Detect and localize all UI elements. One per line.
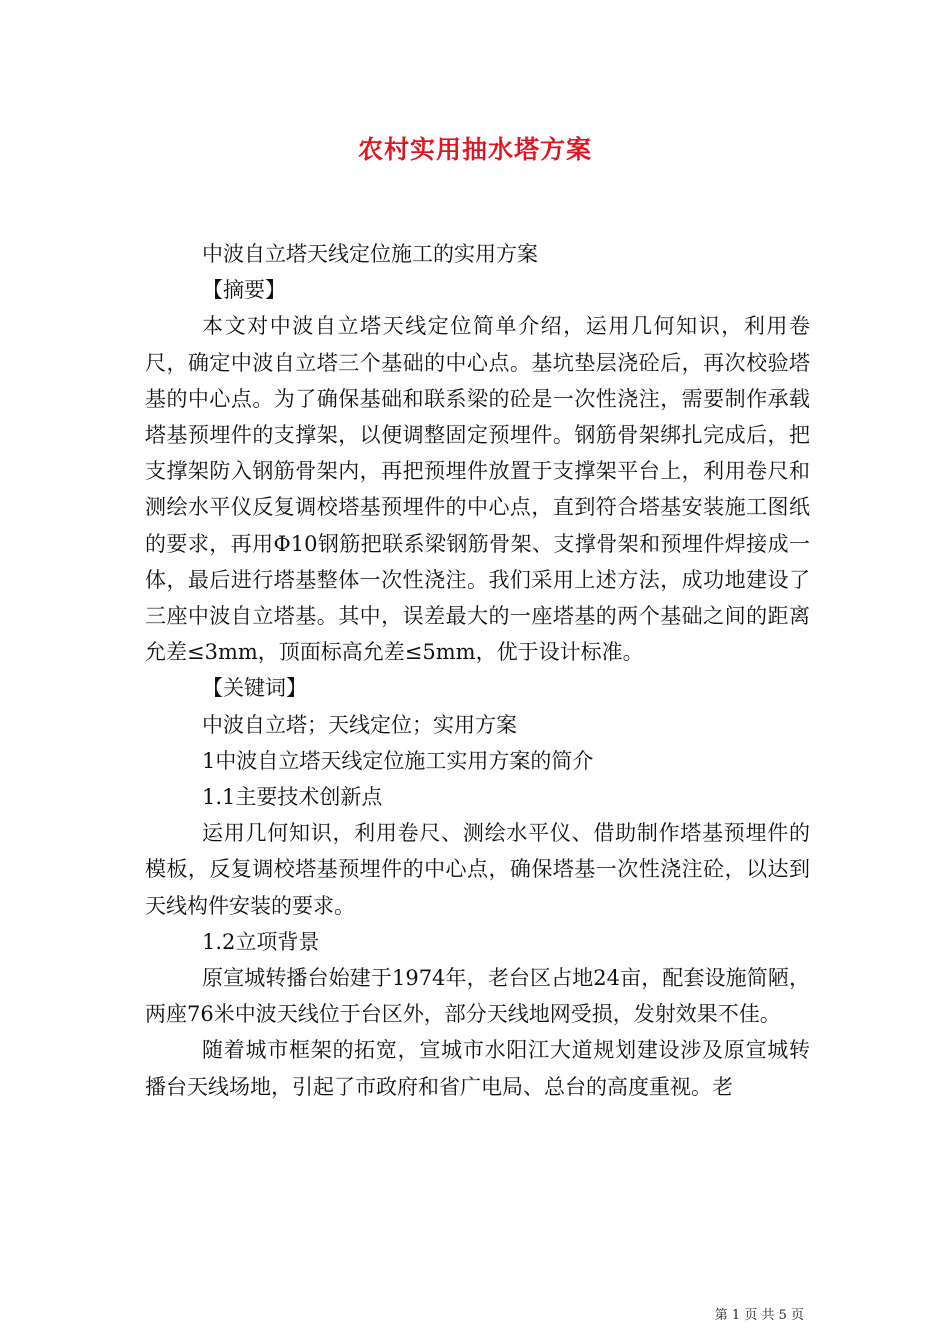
paragraph: 原宣城转播台始建于1974年，老台区占地24亩，配套设施简陋，两座76米中波天线位于台区外，部分天线地网受损，发射效果不佳。 bbox=[145, 966, 810, 1027]
subtitle: 中波自立塔天线定位施工的实用方案 bbox=[202, 242, 538, 266]
document-title: 农村实用抽水塔方案 bbox=[357, 135, 592, 164]
subsection-heading: 1.2立项背景 bbox=[202, 929, 320, 954]
section-heading: 1中波自立塔天线定位施工实用方案的简介 bbox=[202, 748, 594, 773]
subsection-heading: 1.1主要技术创新点 bbox=[202, 785, 383, 810]
paragraph: 运用几何知识，利用卷尺、测绘水平仪、借助制作塔基预埋件的模板，反复调校塔基预埋件的中心点，确保塔基一次性浇注砼，以达到天线构件安装的要求。 bbox=[145, 821, 810, 918]
page-number: 第 1 页 共 5 页 bbox=[714, 1308, 804, 1323]
keywords-heading: 【关键词】 bbox=[202, 676, 307, 701]
abstract-paragraph: 本文对中波自立塔天线定位简单介绍，运用几何知识，利用卷尺，确定中波自立塔三个基础的中心点。基坑垫层浇砼后，再次校验塔基的中心点。为了确保基础和联系梁的砼是一次性浇注，需要制作承载塔基预埋件的支撑架，以便调整固定预埋件。钢筋骨架绑扎完成后，把支撑架防入钢筋骨架内，再把预埋件放置于支撑架平台上，利用卷尺和测绘水平仪反复调校塔基预埋件的中心点，直到符合塔基安装施工图纸的要求，再用Φ10钢筋把联系梁钢筋骨架、支撑骨架和预埋件焊接成一体，最后进行塔基整体一次性浇注。我们采用上述方法，成功地建设了三座中波自立塔基。其中，误差最大的一座塔基的两个基础之间的距离允差≤3mm，顶面标高允差≤5mm，优于设计标准。 bbox=[145, 314, 810, 665]
paragraph: 随着城市框架的拓宽，宣城市水阳江大道规划建设涉及原宣城转播台天线场地，引起了市政府和省广电局、总台的高度重视。老 bbox=[145, 1038, 810, 1099]
document-body bbox=[145, 236, 810, 1105]
keywords: 中波自立塔；天线定位；实用方案 bbox=[202, 712, 517, 737]
abstract-heading: 【摘要】 bbox=[202, 278, 286, 303]
